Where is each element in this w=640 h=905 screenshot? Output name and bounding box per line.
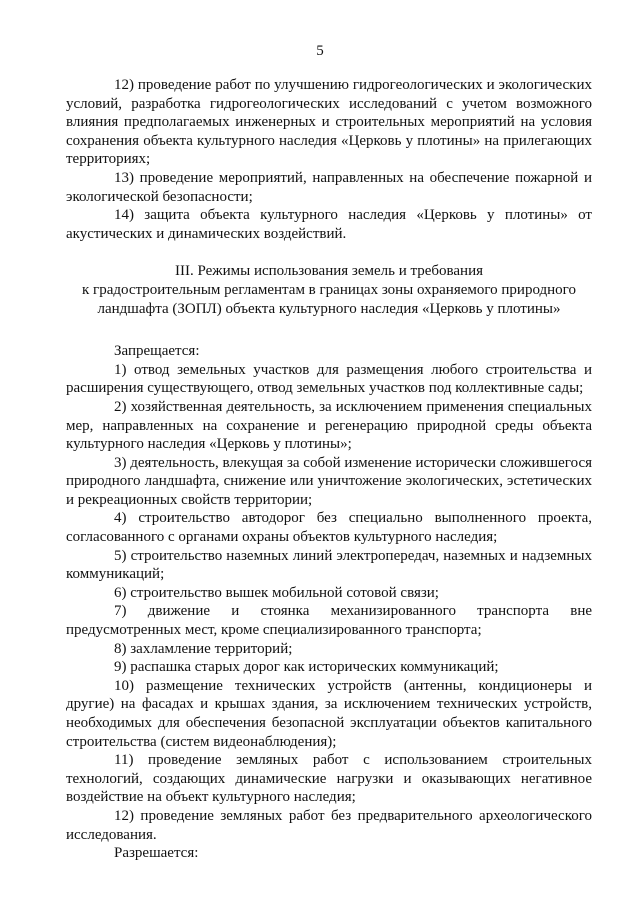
list-item: 5) строительство наземных линий электропередач, наземных и надземных коммуникаций; [66, 547, 592, 583]
section-heading-line: III. Режимы использования земель и требования [174, 263, 484, 280]
list-item: 14) защита объекта культурного наследия «Церковь у плотины» от акустических и динамических воздействий. [66, 207, 592, 242]
list-item: 2) хозяйственная деятельность, за исключением применения специальных мер, направленных на сохранение и регенерацию природной среды объекта культурного наследия «Церковь у плотины»; [66, 398, 592, 453]
list-item: 12) проведение работ по улучшению гидрогеологических и экологических условий, разработка гидрогеологических исследований с учетом возможного влияния предполагаемых инженерных и строительных мероприятий на условия сохранения объекта культурного наследия «Церковь у плотины» на прилегающих территориях; [66, 77, 592, 168]
list-item: 4) строительство автодорог без специально выполненного проекта, согласованного с органами охраны объектов культурного наследия; [66, 510, 592, 546]
document-body [66, 76, 592, 863]
list-item: 11) проведение земляных работ с использованием строительных технологий, создающих динамические нагрузки и оказывающих негативное воздействие на объект культурного наследия; [66, 752, 592, 806]
list-item: 1) отвод земельных участков для размещения любого строительства и расширения существующего, отвод земельных участков под коллективные сады; [66, 361, 592, 397]
list-item: 8) захламление территорий; [114, 640, 293, 657]
list-item: 6) строительство вышек мобильной сотовой связи; [114, 584, 439, 601]
preceding-items-list [66, 76, 592, 243]
allowed-label: Разрешается: [114, 845, 199, 862]
list-item: 7) движение и стоянка механизированного транспорта вне предусмотренных мест, кроме специализированного транспорта; [66, 603, 592, 639]
section-heading [66, 262, 592, 318]
list-item: 10) размещение технических устройств (антенны, кондиционеры и другие) на фасадах и крышах здания, за исключением технических устройств, необходимых для обеспечения безопасной эксплуатации объектов капитального строительства (систем видеонаблюдения); [66, 677, 592, 750]
page-number: 5 [316, 43, 324, 59]
section-heading-line: к градостроительным регламентам в границах зоны охраняемого природного [82, 281, 576, 298]
list-item: 3) деятельность, влекущая за собой изменение исторически сложившегося природного ландшафта, снижение или уничтожение экологических, эстетических и рекреационных свойств территории; [66, 454, 592, 508]
section-heading-line: ландшафта (ЗОПЛ) объекта культурного наследия «Церковь у плотины» [97, 300, 561, 317]
list-item: 9) распашка старых дорог как исторических коммуникаций; [114, 659, 499, 676]
list-item: 12) проведение земляных работ без предварительного археологического исследования. [66, 807, 592, 843]
forbidden-label: Запрещается: [114, 343, 200, 360]
forbidden-items-list [66, 361, 592, 863]
list-item: 13) проведение мероприятий, направленных на обеспечение пожарной и экологической безопасности; [66, 169, 592, 205]
